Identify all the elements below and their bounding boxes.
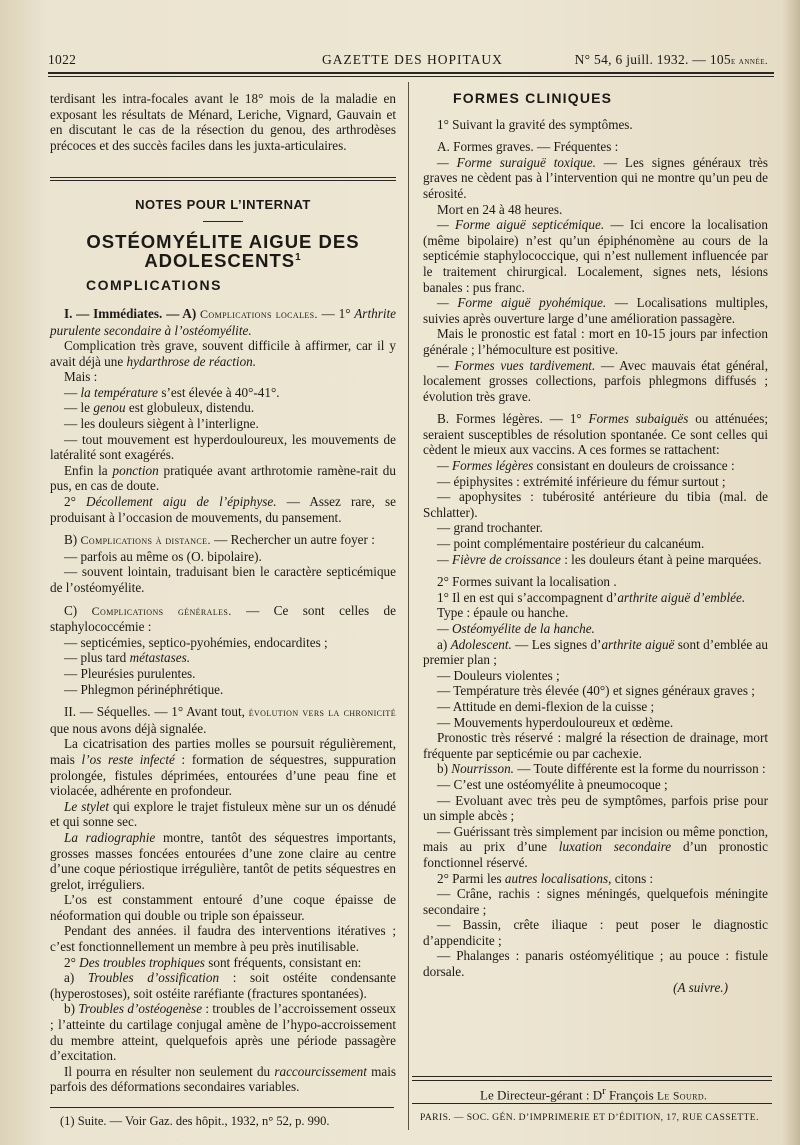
header-rule-thin [48,76,774,77]
footer-rule-bottom [412,1103,772,1104]
para-temperature-elevee: — Température très élevée (40°) et signes généraux graves ; [437,683,755,699]
para-phalanges: — Phalanges : panaris ostéomyélitique ; au pouce : fistule dorsale. [423,948,768,980]
para-mort: Mort en 24 à 48 heures. [437,201,563,217]
para-generales: C) Complications générales. — Ce sont celles de staphylococcémie : [50,602,397,635]
para-adolescent: a) Adolescent. — Les signes d’arthrite aiguë sont d’emblée au premier plan ; [423,636,768,668]
para-mouvement: — tout mouvement est hyperdouloureux, les mouvements de latéralité sont exagérés. [50,431,396,463]
printer-line: PARIS. — SOC. GÉN. D’IMPRIMERIE ET D’ÉDITION, 17, RUE CASSETTE. [420,1112,759,1123]
para-raccourcissement: Il pourra en résulter non seulement du raccourcissement mais parfois des déformations secondaires variables. [50,1063,396,1095]
para-localisation: 2° Formes suivant la localisation . [437,574,617,590]
para-arthrite: 1° Il en est qui s’accompagnent d’arthrite aiguë d’emblée. [437,589,746,605]
para-apophysites: — apophysites : tubérosité antérieure du tibia (mal. de Schlatter). [423,489,768,520]
para-pleuresies: — Pleurésies purulentes. [64,665,196,681]
para-cicatrisation: La cicatrisation des parties molles se poursuit régulièrement, mais l’os reste infecté : formation de séquestres, suppuration prolongée, fistules déprimées, entourées d’une peau fine et violacée, adhérente en profondeur. [50,736,396,799]
para-pneumocoque: — C’est une ostéomyélite à pneumocoque ; [437,776,668,792]
footnote-rule [50,1107,394,1108]
para-temperature: — la température s’est élevée à 40°-41°. [64,384,280,400]
complications-heading: COMPLICATIONS [86,277,222,294]
para-reserve: Pronostic très réservé : malgré la résection de drainage, mort fréquente par septicémie ou par cachexie. [423,730,768,761]
para-douleurs: — les douleurs siègent à l’interligne. [64,416,259,432]
para-genou: — le genou est globuleux, distendu. [64,400,255,416]
section-heading: NOTES POUR L’INTERNAT [135,197,311,213]
para-epiphysites: — épiphysites : extrémité inférieure du fémur surtout ; [437,473,726,489]
issue-info: N° 54, 6 juill. 1932. — 105e année. [574,52,768,67]
para-pyohemique: — Forme aiguë pyohémique. — Localisations multiples, suivies après ouverture large d’une amélioration passagère. [423,295,768,326]
right-column [423,91,768,995]
article-title: OSTÉOMYÉLITE AIGUE DES ADOLESCENTS$^1$ [86,230,360,271]
para-ossification: a) Troubles d’ossification : soit ostéite condensante (hyperostoses), soit ostéite raréfiante (fractures spontanées). [50,970,396,1001]
para-trophiques: 2° Des troubles trophiques sont fréquents, consistant en: [64,954,362,970]
director-line: Le Directeur-gérant : $D^r$ François Le Sourd. [480,1085,708,1103]
para-tardivement: — Formes vues tardivement. — Avec mauvais état général, localement grosses collections, parfois phlegmons diffusés ; évolution très grave. [423,357,768,404]
para-sequelles: II. — Séquelles. — 1° Avant tout, évolution vers la chronicité que nous avons déjà signalée. [50,704,397,736]
short-rule [203,221,243,222]
para-nourrisson: b) Nourrisson. — Toute différente est la forme du nourrisson : [437,761,766,777]
to-be-continued: (A suivre.) [673,979,728,995]
para-enfin: Enfin la ponction pratiquée avant arthrotomie ramène-rait du pus, en cas de doute. [50,462,396,494]
footer-rule [412,1076,772,1077]
para-decollement: 2° Décollement aigu de l’épiphyse. — Assez rare, se produisant à l’occasion de mouvements, du pansement. [50,494,396,525]
journal-title: GAZETTE DES HOPITAUX [322,52,503,67]
para-septicemique: — Forme aiguë septicémique. — Ici encore la localisation (même bipolaire) n’est qu’un épiphénomène au cours de la septicémie staphylococcique, qui n’est nullement influencée par le traitement chirurgical. Localement, signes nets, lésions banales : pus franc. [423,217,768,295]
para-guerissant: — Guérissant très simplement par incision ou même ponction, mais au prix d’une luxation secondaire d’un pronostic fonctionnel réservé. [423,823,769,870]
para-radiographie: La radiographie montre, tantôt des séquestres importants, grosses masses foncées entourées d’une zone claire au centre d’une coque périostique irrégulière, tantôt de petits séquestres en grelot, irréguliers. [50,829,396,892]
para-calcaneum: — point complémentaire postérieur du calcanéum. [437,536,705,552]
footnote: (1) Suite. — Voir Gaz. des hôpit., 1932, n° 52, p. 990. [60,1114,330,1128]
intro-paragraph: terdisant les intra-focales avant le 18° mois de la maladie en exposant les résultats de Ménard, Leriche, Vignard, Gauvain et en discutant le cas de la résection du genou, des arthrodèses précoces et des succès faciles dans les juxta-articulaires. [50,91,396,153]
formes-heading: FORMES CLINIQUES [453,90,613,106]
para-stylet: Le stylet qui explore le trajet fistuleux mène sur un os dénudé et qui sonne sec. [50,798,396,830]
para-fievre: — Fièvre de croissance : les douleurs étant à peine marquées. [437,551,762,567]
para-crane: — Crâne, rachis : signes méningés, quelquefois méningite secondaire ; [423,886,768,917]
para-attitude: — Attitude en demi-flexion de la cuisse ; [437,698,655,714]
para-evoluant: — Evoluant avec très peu de symptômes, parfois prise pour un simple abcès ; [423,792,768,824]
para-souvent: — souvent lointain, traduisant bien le caractère septicémique de l’ostéomyélite. [50,564,396,595]
para-metastases: — plus tard métastases. [64,650,191,666]
para-suivant: 1° Suivant la gravité des symptômes. [437,116,633,132]
para-mouvements: — Mouvements hyperdouloureux et œdème. [437,714,674,730]
para-phlegmon: — Phlegmon périnéphrétique. [64,681,224,697]
para-immediates: I. — Immédiates. — A) Complications locales. — 1° Arthrite purulente secondaire à l’ostéomyélite. [50,305,397,338]
para-trochanter: — grand trochanter. [437,520,543,536]
column-divider [408,82,409,1130]
para-osteogenese: b) Troubles d’ostéogenèse : troubles de l’accroissement osseux ; l’atteinte du cartilage conjugal amène de l’hypo-accroissement du membre atteint, quelquefois après une période passagère d’excitation. [50,1001,396,1064]
para-distance: B) Complications à distance. — Rechercher un autre foyer : [64,532,375,548]
para-bassin: — Bassin, crête iliaque : peut poser le diagnostic d’appendicite ; [423,917,768,948]
para-douleurs-violentes: — Douleurs violentes ; [437,667,560,683]
page-number: 1022 [48,52,77,67]
para-hanche: — Ostéomyélite de la hanche. [437,621,595,636]
left-column [50,91,396,1095]
para-os: L’os est constamment entouré d’une coque épaisse de néoformation qui double ou triple son épaisseur. [50,892,396,923]
section-rule [50,177,396,181]
footer-rule-thin [412,1080,772,1081]
para-formes-graves: A. Formes graves. — Fréquentes : [437,139,619,155]
para-suraigue: — Forme suraiguë toxique. — Les signes généraux très graves ne cèdent pas à l’intervention qui ne montre qu’un peu de sérosité. [423,154,768,201]
para-mais: Mais : [64,369,98,385]
para-legeres: — Formes légères consistant en douleurs de croissance : [437,458,735,474]
para-parfois: — parfois au même os (O. bipolaire). [64,548,262,564]
para-formes-legeres: B. Formes légères. — 1° Formes subaiguës ou atténuées; seraient susceptibles de résolution spontanée. Ce sont celles qui cèdent le mieux aux vaccins. A ces formes se rattachent: [423,411,768,458]
para-autres: 2° Parmi les autres localisations, citons : [437,870,654,886]
running-header [48,52,768,72]
para-septicemies: — septicémies, septico-pyohémies, endocardites ; [64,634,328,650]
para-type: Type : épaule ou hanche. [437,605,569,621]
para-pendant: Pendant des années. il faudra des interventions itératives ; c’est fonctionnellement un membre à peu près inutilisable. [50,923,396,955]
header-rule [48,72,774,74]
para-complication: Complication très grave, souvent difficile à affirmer, car il y avait déjà une hydarthrose de réaction. [50,338,396,369]
para-pronostic: Mais le pronostic est fatal : mort en 10-15 jours par infection générale ; l’hémoculture est positive. [423,326,768,357]
